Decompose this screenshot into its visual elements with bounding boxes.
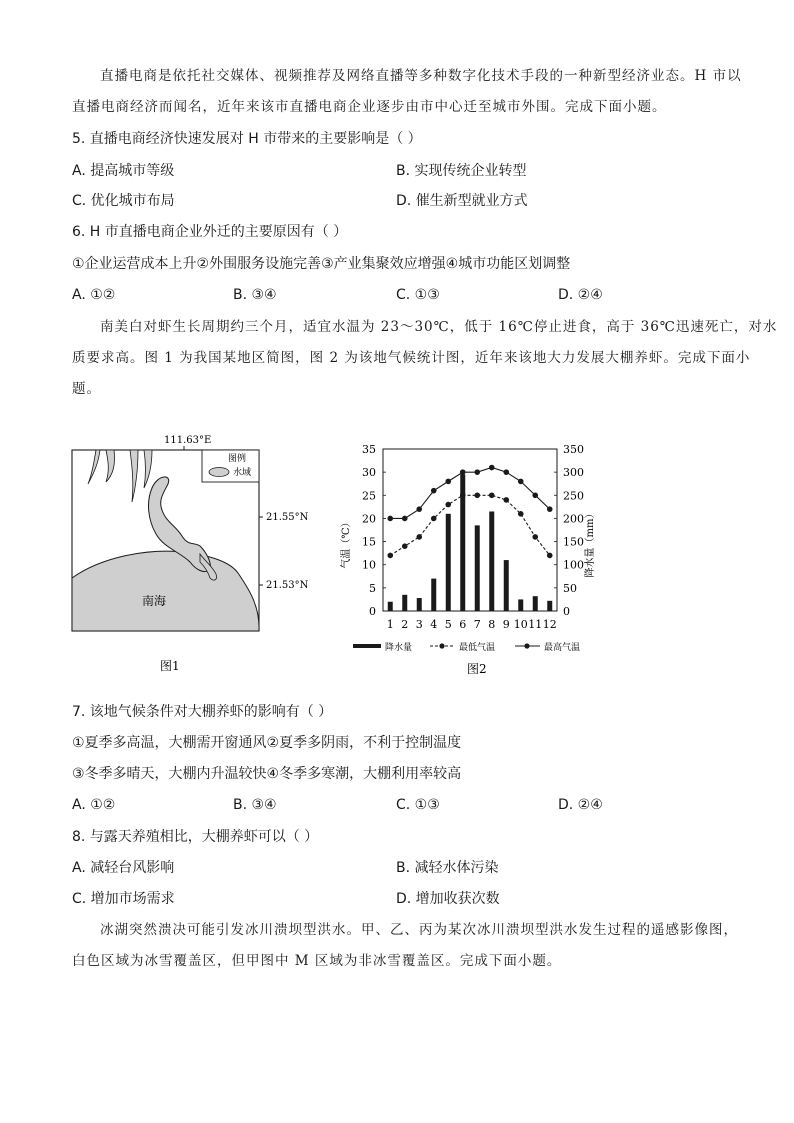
y2-tick-label: 150: [563, 535, 584, 549]
plot-frame: [383, 449, 557, 611]
min-temp-point: [503, 497, 509, 503]
x-tick-label: 10: [513, 618, 528, 631]
y-tick-label: 0: [369, 605, 376, 618]
map-legend-item: 水域: [233, 468, 252, 478]
legend-min-label: 最低气温: [459, 643, 496, 653]
q7-items2: ③冬季多晴天，大棚内升温较快④冬季多寒潮，大棚利用率较高: [72, 766, 462, 782]
y2-tick-label: 300: [563, 466, 584, 480]
q7-option-c[interactable]: C. ①③: [396, 797, 440, 813]
q8-option-b[interactable]: B. 减轻水体污染: [396, 860, 499, 876]
x-tick-label: 2: [401, 618, 409, 631]
min-temp-point: [416, 534, 422, 540]
max-temp-point: [402, 516, 408, 522]
y2-tick-label: 200: [563, 512, 584, 526]
precip-bar: [402, 595, 407, 611]
passage2-line2: 质要求高。图 1 为我国某地区简图，图 2 为该地气候统计图，近年来该地大力发展大棚养虾。完成下面小: [72, 350, 751, 366]
min-temp-point: [445, 502, 451, 508]
x-tick-label: 6: [459, 618, 467, 631]
q5-option-c[interactable]: C. 优化城市布局: [72, 193, 175, 209]
y2-tick-label: 50: [563, 581, 577, 595]
q6-option-b[interactable]: B. ③④: [233, 287, 277, 303]
x-tick-label: 3: [415, 618, 423, 631]
map-legend-title: 图例: [228, 454, 247, 464]
figure2-climate-chart: [335, 435, 605, 680]
q8-option-c[interactable]: C. 增加市场需求: [72, 891, 175, 907]
passage2-line1: 南美白对虾生长周期约三个月，适宜水温为 23～30℃，低于 16℃停止进食，高于 36℃迅速死亡，对水: [100, 319, 778, 335]
figure2-caption: 图2: [467, 662, 487, 676]
q7-option-a[interactable]: A. ①②: [72, 797, 116, 813]
figure1-caption: 图1: [160, 659, 180, 673]
sea-label: 南海: [142, 594, 167, 608]
precip-bar: [446, 514, 451, 611]
chart-y2label: 降水量（mm）: [585, 508, 596, 578]
passage2-line3: 题。: [72, 381, 101, 397]
q7-stem: 7. 该地气候条件对大棚养虾的影响有（ ）: [72, 704, 333, 720]
min-temp-point: [532, 534, 538, 540]
figure1-map: [60, 430, 320, 680]
min-temp-point: [460, 492, 466, 498]
passage1-line2: 直播电商经济而闻名，近年来该市直播电商企业逐步由市中心迁至城市外围。完成下面小题。: [72, 99, 667, 115]
x-tick-label: 11: [528, 618, 543, 631]
max-temp-point: [460, 469, 466, 475]
q6-items: ①企业运营成本上升②外围服务设施完善③产业集聚效应增强④城市功能区划调整: [72, 256, 571, 272]
q5-stem: 5. 直播电商经济快速发展对 H 市带来的主要影响是（ ）: [72, 131, 422, 147]
precip-bar: [475, 525, 480, 611]
q6-option-a[interactable]: A. ①②: [72, 287, 116, 303]
max-temp-line: [390, 468, 550, 519]
max-temp-point: [416, 506, 422, 512]
figure1-longitude: 111.63°E: [164, 435, 212, 446]
map-legend-swatch: [209, 468, 229, 477]
chart-ylabel: 气温（℃）: [341, 517, 352, 569]
y-tick-label: 30: [362, 466, 376, 480]
min-temp-point: [489, 492, 495, 498]
min-temp-point: [518, 511, 524, 517]
q6-stem: 6. H 市直播电商企业外迁的主要原因有（ ）: [72, 224, 348, 240]
y2-tick-label: 100: [563, 558, 584, 572]
y-tick-label: 15: [362, 535, 376, 549]
q6-option-c[interactable]: C. ①③: [396, 287, 440, 303]
y2-tick-label: 0: [563, 605, 570, 618]
y-tick-label: 25: [362, 489, 376, 503]
x-tick-label: 4: [430, 618, 438, 631]
max-temp-point: [474, 469, 480, 475]
legend-precip-label: 降水量: [385, 643, 413, 653]
figure1-lat2: 21.53°N: [266, 580, 309, 591]
precip-bar: [489, 511, 494, 611]
x-tick-label: 1: [386, 618, 394, 631]
legend-max-marker: [524, 643, 529, 648]
passage3-line2: 白色区域为冰雪覆盖区，但甲图中 M 区域为非冰雪覆盖区。完成下面小题。: [72, 953, 562, 969]
precip-bar: [518, 599, 523, 611]
min-temp-point: [547, 553, 553, 559]
min-temp-point: [474, 492, 480, 498]
q7-items1: ①夏季多高温，大棚需开窗通风②夏季多阴雨，不利于控制温度: [72, 735, 462, 751]
precip-bar: [417, 598, 422, 611]
max-temp-point: [489, 465, 495, 471]
legend-max-label: 最高气温: [544, 643, 581, 653]
max-temp-point: [431, 488, 437, 494]
x-tick-label: 8: [488, 618, 496, 631]
precip-bar: [431, 579, 436, 611]
q7-option-b[interactable]: B. ③④: [233, 797, 277, 813]
q8-option-d[interactable]: D. 增加收获次数: [396, 891, 500, 907]
q5-option-a[interactable]: A. 提高城市等级: [72, 163, 175, 179]
max-temp-point: [547, 506, 553, 512]
q5-option-b[interactable]: B. 实现传统企业转型: [396, 163, 527, 179]
x-tick-label: 5: [444, 618, 452, 631]
max-temp-point: [503, 469, 509, 475]
passage3-line1: 冰湖突然溃决可能引发冰川溃坝型洪水。甲、乙、丙为某次冰川溃坝型洪水发生过程的遥感影像图，: [100, 922, 738, 938]
y-tick-label: 35: [362, 443, 376, 456]
q8-option-a[interactable]: A. 减轻台风影响: [72, 860, 175, 876]
x-tick-label: 7: [473, 618, 481, 631]
precip-bar: [547, 601, 552, 611]
x-tick-label: 12: [542, 618, 557, 631]
y2-tick-label: 350: [563, 443, 584, 456]
passage1-line1: 直播电商是依托社交媒体、视频推荐及网络直播等多种数字化技术手段的一种新型经济业态。H 市以: [100, 68, 742, 84]
y-tick-label: 20: [362, 512, 376, 526]
min-temp-line: [390, 495, 550, 555]
x-tick-label: 9: [502, 618, 510, 631]
q5-option-d[interactable]: D. 催生新型就业方式: [396, 193, 528, 209]
q7-option-d[interactable]: D. ②④: [558, 797, 603, 813]
legend-min-marker: [439, 643, 444, 648]
q6-option-d[interactable]: D. ②④: [558, 287, 603, 303]
y2-tick-label: 250: [563, 489, 584, 503]
min-temp-point: [431, 516, 437, 522]
max-temp-point: [532, 492, 538, 498]
min-temp-point: [387, 553, 393, 559]
max-temp-point: [518, 479, 524, 485]
y-tick-label: 10: [362, 558, 376, 572]
precip-bar: [533, 596, 538, 611]
q8-stem: 8. 与露天养殖相比，大棚养虾可以（ ）: [72, 829, 319, 845]
max-temp-point: [445, 479, 451, 485]
precip-bar: [504, 560, 509, 611]
min-temp-point: [402, 543, 408, 549]
y-tick-label: 5: [369, 581, 376, 595]
figure1-lat1: 21.55°N: [266, 512, 309, 523]
precip-bar: [388, 602, 393, 611]
legend-precip-swatch: [353, 644, 381, 648]
max-temp-point: [387, 516, 393, 522]
